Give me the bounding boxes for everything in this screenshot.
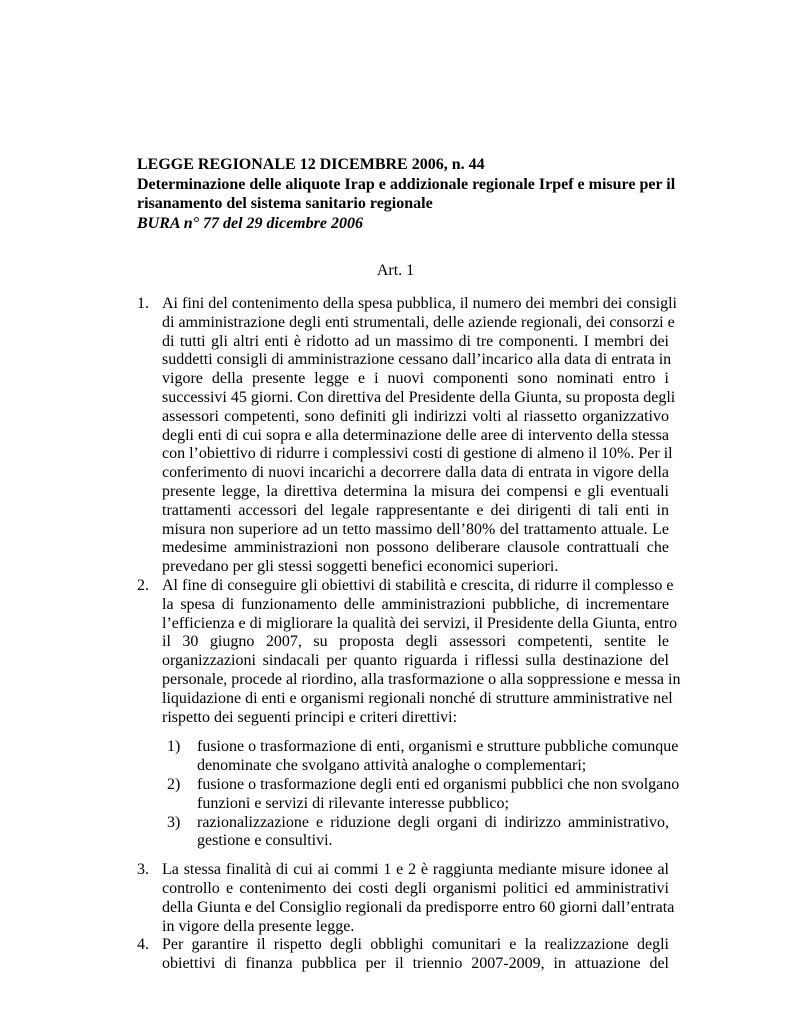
text-line: trattamenti accessori del legale rappresentante e dei dirigenti di tali enti in [162, 501, 669, 519]
criteria-number: 2) [167, 775, 181, 793]
text-line: Ai fini del contenimento della spesa pubblica, il numero dei membri dei consigli [162, 295, 677, 312]
text-line: misura non superiore ad un tetto massimo dell’80% del trattamento attuale. Le [162, 520, 669, 538]
paragraph-number: 2. [137, 576, 149, 594]
text-line: conferimento di nuovi incarichi a decorrere dalla data di entrata in vigore della [162, 464, 669, 482]
criteria-item [167, 775, 680, 814]
text-line: la spesa di funzionamento delle amministrazioni pubbliche, di incrementare [162, 595, 669, 613]
text-line: l’efficienza e di migliorare la qualità dei servizi, il Presidente della Giunta, entro [162, 614, 678, 632]
article-heading: Art. 1 [376, 262, 415, 279]
text-line: fusione o trasformazione di enti, organismi e strutture pubbliche comunque [197, 738, 679, 756]
paragraph-item [137, 936, 669, 974]
paragraph-number: 1. [137, 295, 149, 312]
text-line: medesime amministrazioni non possono deliberare clausole contrattuali che [162, 539, 669, 557]
text-line: degli enti di cui sopra e alla determinazione delle aree di intervento della stessa [162, 426, 669, 444]
text-line: successivi 45 giorni. Con direttiva del Presidente della Giunta, su proposta degli [162, 388, 676, 406]
text-line: liquidazione di enti e organismi regionali nonché di strutture amministrative nel [162, 689, 673, 707]
text-line: presente legge, la direttiva determina la misura dei compensi e gli eventuali [162, 482, 669, 500]
law-subtitle-line: risanamento del sistema sanitario regionale [137, 195, 433, 212]
text-line: assessori competenti, sono definiti gli indirizzi volti al riassetto organizzativo [162, 407, 669, 425]
text-line: suddetti consigli di amministrazione cessano dall’incarico alla data di entrata in [162, 351, 672, 369]
text-line: personale, procede al riordino, alla trasformazione o alla soppressione e messa in [162, 670, 681, 688]
text-line: rispetto dei seguenti principi e criteri direttivi: [162, 708, 458, 726]
text-line: il 30 giugno 2007, su proposta degli assessori competenti, sentite le [162, 633, 669, 651]
law-subtitle-line: Determinazione delle aliquote Irap e addizionale regionale Irpef e misure per il [137, 175, 676, 193]
law-title: LEGGE REGIONALE 12 DICEMBRE 2006, n. 44 [137, 156, 485, 173]
paragraph-number: 3. [137, 861, 149, 879]
text-line: di tutti gli altri enti è ridotto ad un massimo di tre componenti. I membri dei [162, 332, 669, 350]
text-line: Per garantire il rispetto degli obblighi comunitari e la realizzazione degli [162, 936, 669, 954]
text-line: La stessa finalità di cui ai commi 1 e 2 è raggiunta mediante misure idonee al [162, 861, 669, 879]
publication-reference: BURA n° 77 del 29 dicembre 2006 [137, 214, 363, 232]
text-line: con l’obiettivo di ridurre i complessivi costi di gestione di almeno il 10%. Per il [162, 445, 673, 463]
criteria-list [162, 738, 680, 851]
criteria-item [167, 814, 669, 852]
text-line: funzioni e servizi di rilevante interesse pubblico; [197, 794, 509, 812]
article-paragraphs [137, 295, 681, 974]
text-line: fusione o trasformazione degli enti ed organismi pubblici che non svolgano [197, 775, 680, 793]
paragraph-item [137, 576, 681, 851]
criteria-number: 3) [167, 813, 181, 831]
text-line: prevedano per gli stessi soggetti benefici economici superiori. [162, 558, 559, 576]
text-line: obiettivi di finanza pubblica per il triennio 2007-2009, in attuazione del [162, 955, 669, 973]
text-line: razionalizzazione e riduzione degli organi di indirizzo amministrativo, [197, 813, 669, 831]
criteria-item [167, 738, 679, 776]
text-line: organizzazioni sindacali per quanto riguarda i riflessi sulla destinazione del [162, 652, 669, 670]
criteria-number: 1) [167, 738, 181, 756]
text-line: vigore della presente legge e i nuovi componenti sono nominati entro i [162, 370, 669, 388]
paragraph-item [137, 861, 675, 936]
text-line: gestione e consultivi. [197, 832, 333, 850]
text-line: controllo e contenimento dei costi degli organismi politici ed amministrativi [162, 879, 669, 897]
paragraph-number: 4. [137, 936, 149, 954]
text-line: di amministrazione degli enti strumentali, delle aziende regionali, dei consorzi e [162, 313, 675, 331]
text-line: Al fine di conseguire gli obiettivi di stabilità e crescita, di ridurre il complesso e [162, 576, 674, 594]
paragraph-item [137, 295, 677, 577]
text-line: in vigore della presente legge. [162, 917, 355, 935]
text-line: denominate che svolgano attività analoghe o complementari; [197, 757, 587, 775]
text-line: della Giunta e del Consiglio regionali da predisporre entro 60 giorni dall’entrata [162, 898, 675, 916]
document-header [137, 155, 677, 233]
